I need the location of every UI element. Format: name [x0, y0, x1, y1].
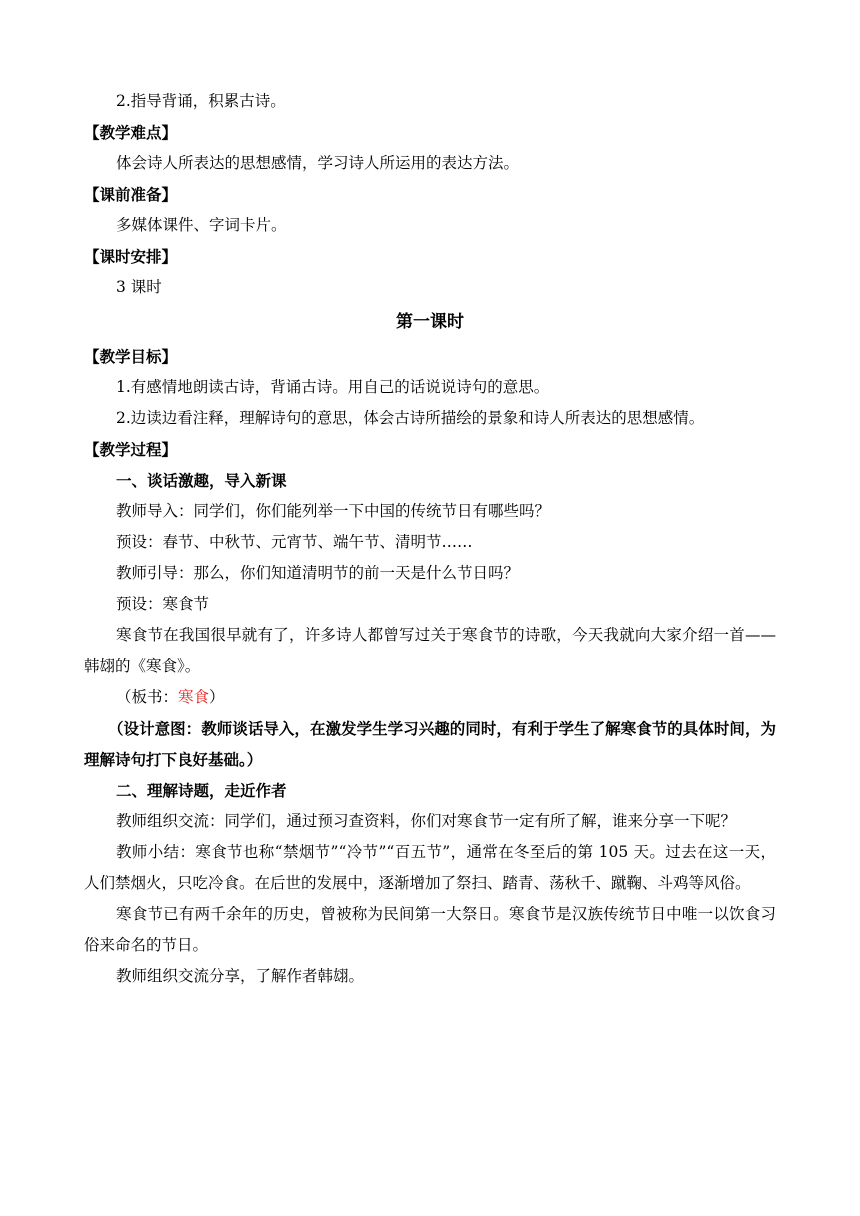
design-intent-text: 教师谈话导入，在激发学生学习兴趣的同时，有利于学生了解寒食节的具体时间，为理解诗句打下良好基础。）	[84, 719, 776, 769]
section-2-paragraph-3: 寒食节已有两千余年的历史，曾被称为民间第一大祭日。寒食节是汉族传统节日中唯一以饮食习俗来命名的节日。	[84, 905, 776, 954]
process-heading: 【教学过程】	[84, 440, 178, 459]
design-intent-label: （设计意图：	[108, 719, 202, 738]
difficulty-heading: 【教学难点】	[84, 123, 178, 142]
board-note	[84, 682, 776, 713]
preparation-text: 多媒体课件、字词卡片。	[116, 216, 287, 234]
section-1-paragraph: 寒食节在我国很早就有了，许多诗人都曾写过关于寒食节的诗歌，今天我就向大家介绍一首——韩翃的《寒食》。	[84, 626, 776, 675]
board-note-prefix: （板书：	[116, 688, 179, 706]
section-2-paragraph-2: 教师小结：寒食节也称“禁烟节”“冷节”“百五节”，通常在冬至后的第 105 天。过去在这一天，人们禁烟火，只吃冷食。在后世的发展中，逐渐增加了祭扫、踏青、荡秋千、蹴鞠、斗鸡等风俗。	[84, 843, 776, 892]
section-2-title: 二、理解诗题，走近作者	[116, 781, 287, 800]
section-1-preset-2: 预设：寒食节	[116, 595, 210, 613]
section-2-paragraph-4: 教师组织交流分享，了解作者韩翃。	[116, 967, 365, 985]
section-1-preset-1: 预设：春节、中秋节、元宵节、端午节、清明节……	[116, 533, 473, 551]
intro-item-2: 2.指导背诵，积累古诗。	[116, 92, 286, 110]
goal-item-1: 1.有感情地朗读古诗，背诵古诗。用自己的话说说诗句的意思。	[116, 378, 550, 396]
lesson-title: 第一课时	[396, 312, 464, 332]
design-intent	[84, 713, 776, 775]
section-1-teacher-guide: 教师引导：那么，你们知道清明节的前一天是什么节日吗？	[116, 564, 520, 582]
difficulty-text: 体会诗人所表达的思想感情，学习诗人所运用的表达方法。	[116, 154, 520, 172]
board-note-suffix: ）	[209, 688, 225, 706]
board-note-text: 寒食	[178, 688, 210, 706]
section-2-paragraph-1: 教师组织交流：同学们，通过预习查资料，你们对寒食节一定有所了解，谁来分享一下呢？	[116, 812, 737, 830]
preparation-heading: 【课前准备】	[84, 185, 178, 204]
section-1-title: 一、谈话激趣，导入新课	[116, 471, 287, 490]
schedule-heading: 【课时安排】	[84, 247, 178, 266]
goals-heading: 【教学目标】	[84, 347, 178, 366]
schedule-text: 3 课时	[116, 278, 162, 296]
document-page	[84, 86, 776, 992]
goal-item-2: 2.边读边看注释，理解诗句的意思，体会古诗所描绘的景象和诗人所表达的思想感情。	[116, 409, 705, 427]
section-1-teacher-intro: 教师导入：同学们，你们能列举一下中国的传统节日有哪些吗？	[116, 502, 551, 520]
